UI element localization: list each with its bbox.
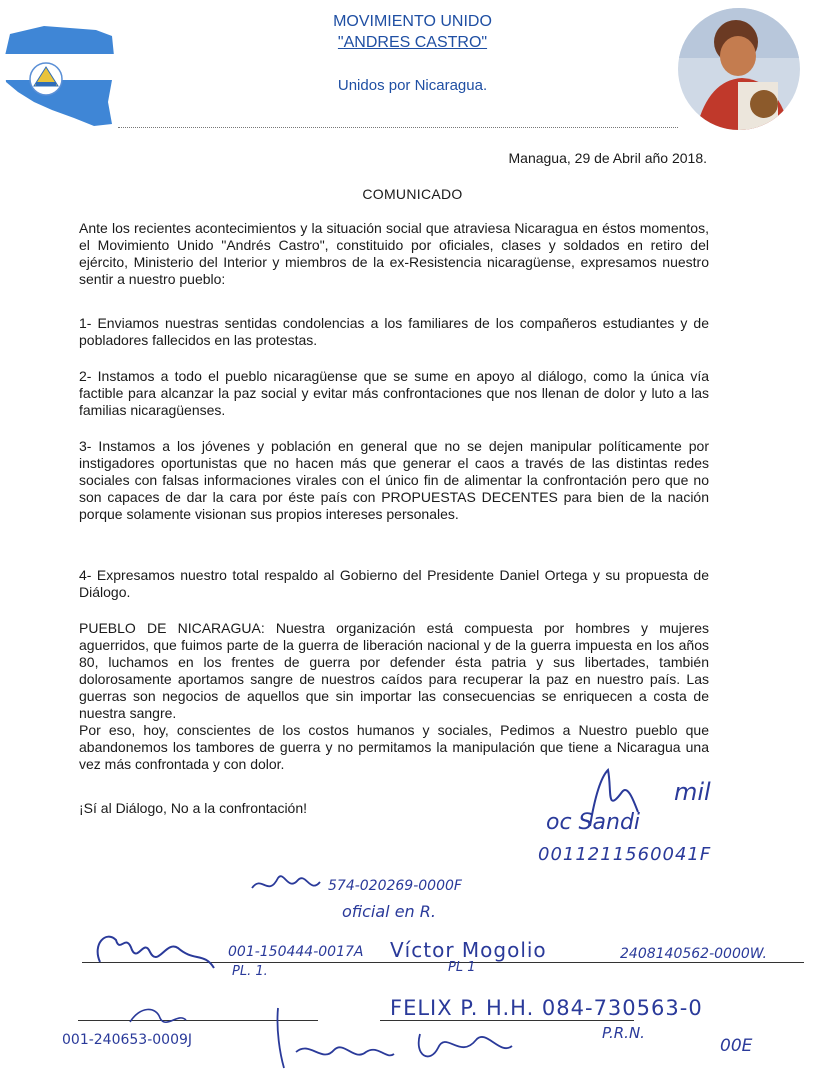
handwriting-00e: 00E <box>720 1036 753 1056</box>
org-name-quoted: "ANDRES CASTRO" <box>337 34 488 51</box>
handwriting-pl-1-b: PL 1 <box>448 960 476 975</box>
signature-scribble-5 <box>270 1000 580 1072</box>
point-2-paragraph: 2- Instamos a todo el pueblo nicaragüense que se sume en apoyo al diálogo, como la única vía factible para alcanzar la paz social y evitar más confrontaciones que nos llenan de dolor y luto a las familias nicaragüenses. <box>79 368 709 418</box>
handwriting-id-number-4: 2408140562-0000W. <box>620 946 767 962</box>
handwriting-signature-sandi: oc Sandi <box>546 810 641 835</box>
por-eso-paragraph: Por eso, hoy, conscientes de los costos humanos y sociales, Pedimos a Nuestro pueblo que abandonemos los tambores de guerra y no permitamos la manipulación que tiene a Nicaragua una vez más confrontada y con dolor. <box>79 722 709 772</box>
point-3-paragraph: 3- Instamos a los jóvenes y población en general que no se dejen manipular políticamente por instigadores oportunistas que no hacen más que generar el caos a través de las distintas redes sociales con falsas informaciones virales con el único fin de alimentar la confrontación pero que no son capaces de dar la cara por éste país con PROPUESTAS DECENTES para bien de la nación porque solamente visionan sus propios intereses personales. <box>79 438 709 522</box>
signature-scribble-3 <box>86 922 220 988</box>
handwriting-id-number-2: 574-020269-0000F <box>328 878 462 894</box>
date-line: Managua, 29 de Abril año 2018. <box>508 150 707 166</box>
handwriting-oficial-en-r: oficial en R. <box>342 902 436 921</box>
closing-slogan: ¡Sí al Diálogo, No a la confrontación! <box>79 800 308 816</box>
handwriting-id-number-3: 001-150444-0017A <box>228 944 364 960</box>
handwriting-mil: mil <box>674 778 711 806</box>
point-1-paragraph: 1- Enviamos nuestras sentidas condolencias a los familiares de los compañeros estudiantes y de pobladores fallecidos en las protestas. <box>79 315 709 348</box>
signature-scribble-4 <box>126 1002 190 1032</box>
header-divider <box>118 127 678 128</box>
portrait-image <box>678 8 800 130</box>
handwriting-pl-1-a: PL. 1. <box>232 964 268 979</box>
document-title: COMUNICADO <box>362 186 463 202</box>
handwriting-name-felix: FELIX P. H.H. 084-730563-0 <box>390 996 703 1020</box>
handwriting-id-number-5: 001-240653-0009J <box>62 1032 193 1048</box>
slogan: Unidos por Nicaragua. <box>337 77 488 94</box>
org-name: MOVIMIENTO UNIDO <box>333 13 492 30</box>
handwriting-id-number-1: 0011211560041F <box>538 844 712 865</box>
intro-paragraph: Ante los recientes acontecimientos y la situación social que atraviesa Nicaragua en éstos momentos, el Movimiento Unido "Andrés Castro", constituido por oficiales, clases y soldados en retiro del ejército, Ministerio del Interior y miembros de la ex-Resistencia nicaragüense, expresamos nuestro sentir a nuestro pueblo: <box>79 220 709 287</box>
handwriting-name-victor: Víctor Mogolio <box>390 938 547 962</box>
handwriting-prn: P.R.N. <box>602 1024 645 1042</box>
point-4-paragraph: 4- Expresamos nuestro total respaldo al Gobierno del Presidente Daniel Ortega y su propuesta de Diálogo. <box>79 567 709 600</box>
pueblo-paragraph: PUEBLO DE NICARAGUA: Nuestra organización está compuesta por hombres y mujeres aguerridos, que fuimos parte de la guerra de liberación nacional y de la guerra impuesta en los años 80, luchamos en los frentes de guerra por defender ésta patria y sus libertades, también dolorosamente aportamos sangre de nuestros caídos para recuperar la paz en nuestro país. Las guerras son negocios de aquellos que sin importar las consecuencias se enriquecen a costa de nuestra sangre. <box>79 620 709 721</box>
signature-scribble-2 <box>248 868 324 908</box>
